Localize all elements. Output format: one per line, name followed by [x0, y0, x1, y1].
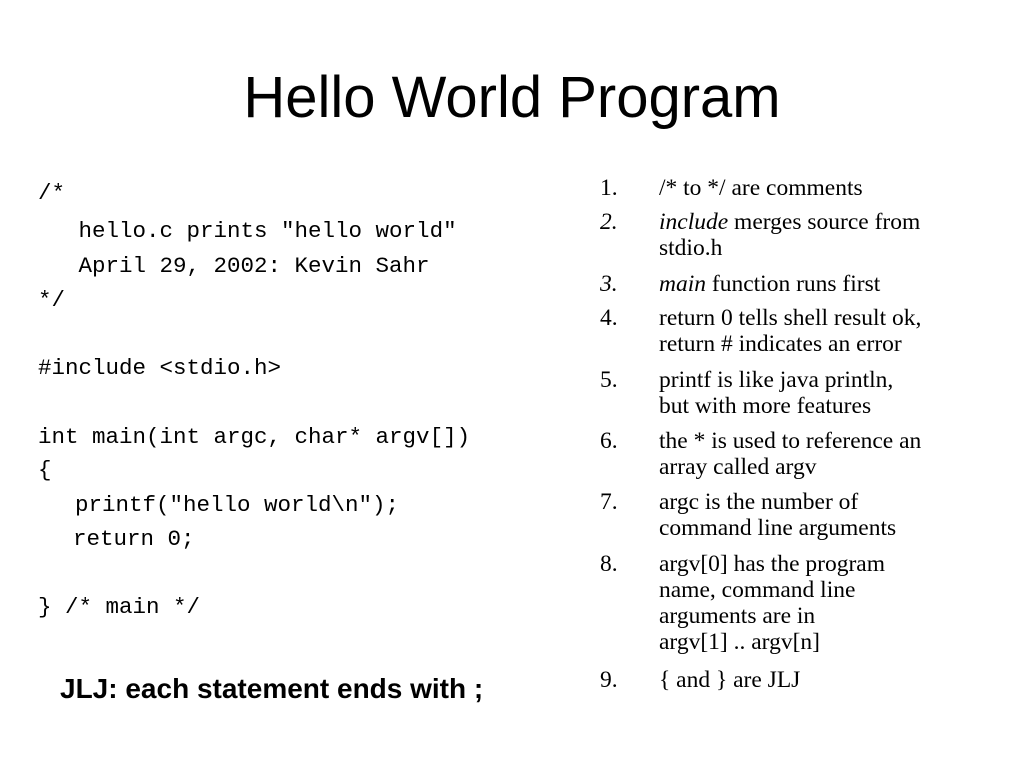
list-item-number: 7. [600, 489, 618, 515]
code-line: April 29, 2002: Kevin Sahr [38, 253, 430, 279]
code-line: /* [38, 180, 66, 206]
list-item-number: 8. [600, 551, 618, 577]
code-line: printf("hello world\n"); [48, 492, 400, 518]
list-item-text: argv[0] has the program name, command line arguments are in argv[1] .. argv[n] [659, 551, 886, 655]
keyword-main: main [659, 271, 706, 297]
list-item-text: include merges source from stdio.h [659, 209, 921, 261]
list-item-text: return 0 tells shell result ok, return # indicates an error [659, 305, 922, 357]
code-line: #include <stdio.h> [38, 355, 282, 381]
code-line: } /* main */ [38, 594, 201, 620]
code-line: */ [38, 287, 66, 313]
code-line: int main(int argc, char* argv[]) [38, 424, 471, 450]
slide-title: Hello World Program [243, 65, 781, 130]
list-item-number: 3. [600, 271, 618, 297]
list-item-number: 9. [600, 667, 618, 693]
list-item-number: 2. [600, 209, 618, 235]
code-line: { [38, 457, 52, 483]
keyword-include: include [659, 209, 729, 235]
list-item-text: { and } are JLJ [659, 667, 801, 693]
list-item-number: 1. [600, 175, 618, 201]
list-item-text: main function runs first [659, 271, 881, 297]
list-item-text: /* to */ are comments [659, 175, 863, 201]
list-item-text: the * is used to reference an array called argv [659, 428, 922, 480]
note-text: JLJ: each statement ends with ; [60, 673, 484, 704]
list-item-text: printf is like java println, but with more features [659, 367, 894, 419]
list-item-text: argc is the number of command line arguments [659, 489, 897, 541]
code-line: hello.c prints "hello world" [38, 218, 457, 244]
list-item-number: 6. [600, 428, 618, 454]
list-item-number: 4. [600, 305, 618, 331]
code-line: return 0; [46, 526, 195, 552]
list-item-number: 5. [600, 367, 618, 393]
